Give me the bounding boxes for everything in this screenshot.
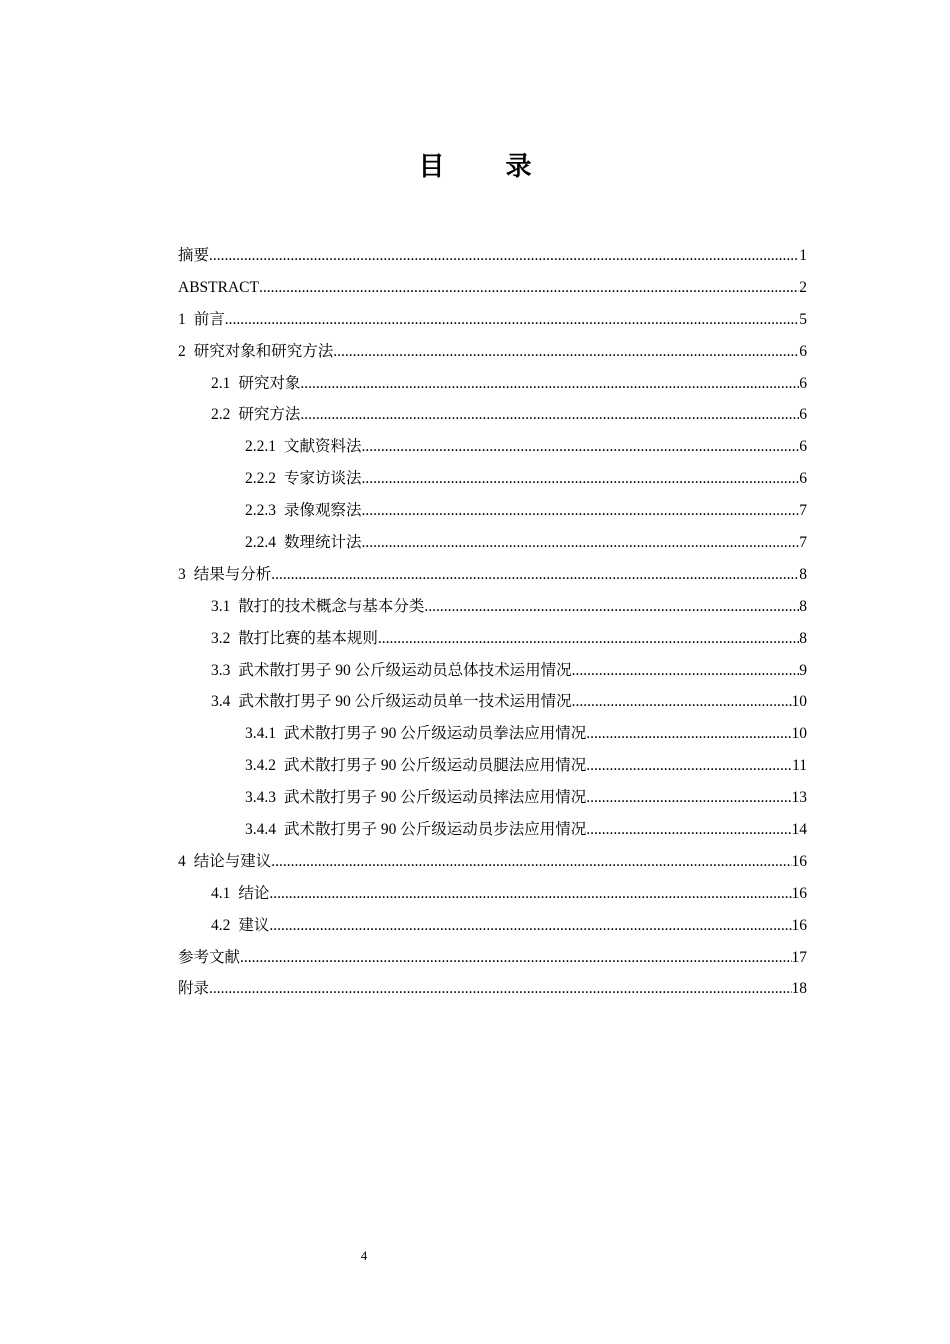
toc-entry-number: 2.2.1 [245,438,276,456]
toc-entry-title: 武术散打男子 90 公斤级运动员步法应用情况 [284,821,587,839]
toc-entry[interactable] [178,942,807,974]
toc-entry-page: 8 [799,565,807,583]
toc-entry-page: 6 [799,374,807,392]
toc-entry-title: 文献资料法 [284,438,362,456]
toc-entry[interactable] [178,782,807,814]
toc-entry[interactable] [178,623,807,655]
toc-entry-page: 14 [791,821,807,839]
toc-entry-number: 3.3 [211,661,231,679]
toc-entry-page: 2 [799,278,807,296]
toc-entry-number: 4.2 [211,916,231,934]
toc-entry[interactable] [178,718,807,750]
toc-entry-title: 数理统计法 [284,534,362,552]
toc-entry-number: 3.4.1 [245,725,276,743]
toc-entry-number: 3.4.4 [245,821,276,839]
toc-entry-title: 专家访谈法 [284,470,362,488]
toc-entry-title: 武术散打男子 90 公斤级运动员单一技术运用情况 [238,693,572,711]
toc-entry-page: 16 [791,916,807,934]
toc-entry-title: 散打的技术概念与基本分类 [238,597,425,615]
toc-entry-title: 附录 [178,980,210,998]
toc-entry-title: 结论 [238,884,270,902]
toc-entry-page: 5 [799,310,807,328]
toc-entry-page: 6 [799,438,807,456]
toc-dot-leader [269,878,791,910]
toc-entry-title: 结果与分析 [193,565,272,583]
toc-entry[interactable] [178,878,807,910]
toc-entry[interactable] [178,304,807,336]
toc-entry-title: 武术散打男子 90 公斤级运动员腿法应用情况 [284,757,587,775]
toc-entry-title: 摘要 [178,247,210,264]
toc-entry-page: 10 [791,725,807,743]
toc-dot-leader [572,655,800,687]
toc-entry[interactable] [178,272,807,304]
toc-entry-number: 3.4.3 [245,789,276,807]
toc-entry-number: 3 [178,565,186,583]
toc-entry[interactable] [178,846,807,878]
toc-dot-leader [362,463,800,495]
toc-entry[interactable] [178,686,807,718]
toc-entry[interactable] [178,368,807,400]
toc-entry-page: 6 [799,342,807,360]
toc-dot-leader [586,814,791,846]
toc-entry-page: 1 [799,247,807,264]
toc-entry-number: 2.2.2 [245,470,276,488]
toc-entry-title: 研究对象 [238,374,301,392]
toc-dot-leader [259,272,799,304]
toc-dot-leader [269,910,791,942]
toc-dot-leader [586,750,792,782]
toc-entry-number: 3.4.2 [245,757,276,775]
page-number: 4 [360,1248,368,1263]
toc-entry[interactable] [178,655,807,687]
toc-dot-leader [300,399,799,431]
toc-entry-number: 2.1 [211,374,231,392]
toc-entry-page: 18 [791,980,807,998]
toc-entry-page: 9 [799,661,807,679]
toc-dot-leader [271,559,799,591]
toc-dot-leader [209,973,791,1005]
toc-entry[interactable] [178,559,807,591]
toc-entry[interactable] [178,463,807,495]
toc-entry[interactable] [178,591,807,623]
toc-dot-leader [240,942,791,974]
toc-entry-title: 建议 [238,916,270,934]
toc-entry[interactable] [178,750,807,782]
toc-entry-number: 1 [178,310,186,328]
toc-dot-leader [424,591,799,623]
toc-dot-leader [362,495,800,527]
toc-dot-leader [271,846,791,878]
toc-entry-page: 7 [799,502,807,520]
toc-entry-title: 武术散打男子 90 公斤级运动员总体技术运用情况 [238,661,572,679]
toc-dot-leader [586,782,791,814]
toc-entry[interactable] [178,973,807,1005]
toc-entry-number: 2.2 [211,406,231,424]
toc-entry-title: 参考文献 [178,948,241,966]
toc-dot-leader [572,686,792,718]
toc-dot-leader [586,718,791,750]
toc-entry[interactable] [178,527,807,559]
toc-entry-title: 研究对象和研究方法 [193,342,334,360]
toc-entry[interactable] [178,910,807,942]
toc-dot-leader [333,336,799,368]
toc-entry-page: 7 [799,534,807,552]
table-of-contents [178,240,807,1005]
toc-entry-number: 3.1 [211,597,231,615]
toc-entry-number: 2.2.4 [245,534,276,552]
toc-entry-page: 10 [791,693,807,711]
page-title: 目 录 [418,152,558,182]
toc-dot-leader [209,240,799,272]
toc-entry-title: 录像观察法 [284,502,362,520]
toc-entry-title: 前言 [193,310,225,328]
toc-entry-page: 8 [799,629,807,647]
toc-entry[interactable] [178,240,807,272]
toc-entry-title: 结论与建议 [193,852,272,870]
toc-entry-page: 13 [791,789,807,807]
toc-entry[interactable] [178,336,807,368]
toc-entry-title: 研究方法 [238,406,301,424]
toc-entry[interactable] [178,495,807,527]
toc-entry-number: 3.4 [211,693,231,711]
toc-entry[interactable] [178,399,807,431]
toc-entry-number: 4.1 [211,884,231,902]
toc-entry-page: 17 [791,948,807,966]
toc-entry-number: 2 [178,342,186,360]
toc-entry-title: 散打比赛的基本规则 [238,629,378,647]
toc-entry-title: 武术散打男子 90 公斤级运动员拳法应用情况 [284,725,587,743]
toc-dot-leader [362,527,800,559]
toc-dot-leader [378,623,799,655]
toc-entry-number: 4 [178,852,186,870]
toc-entry-page: 6 [799,406,807,424]
toc-entry-page: 16 [791,852,807,870]
toc-entry-page: 11 [792,757,807,775]
toc-entry[interactable] [178,814,807,846]
toc-entry-title: 武术散打男子 90 公斤级运动员摔法应用情况 [284,789,587,807]
toc-entry-page: 16 [791,884,807,902]
toc-dot-leader [362,431,800,463]
toc-entry-title: ABSTRACT [178,278,259,296]
toc-entry[interactable] [178,431,807,463]
toc-entry-number: 3.2 [211,629,231,647]
toc-entry-page: 6 [799,470,807,488]
toc-entry-page: 8 [799,597,807,615]
toc-entry-number: 2.2.3 [245,502,276,520]
toc-dot-leader [225,304,799,336]
toc-dot-leader [300,368,799,400]
